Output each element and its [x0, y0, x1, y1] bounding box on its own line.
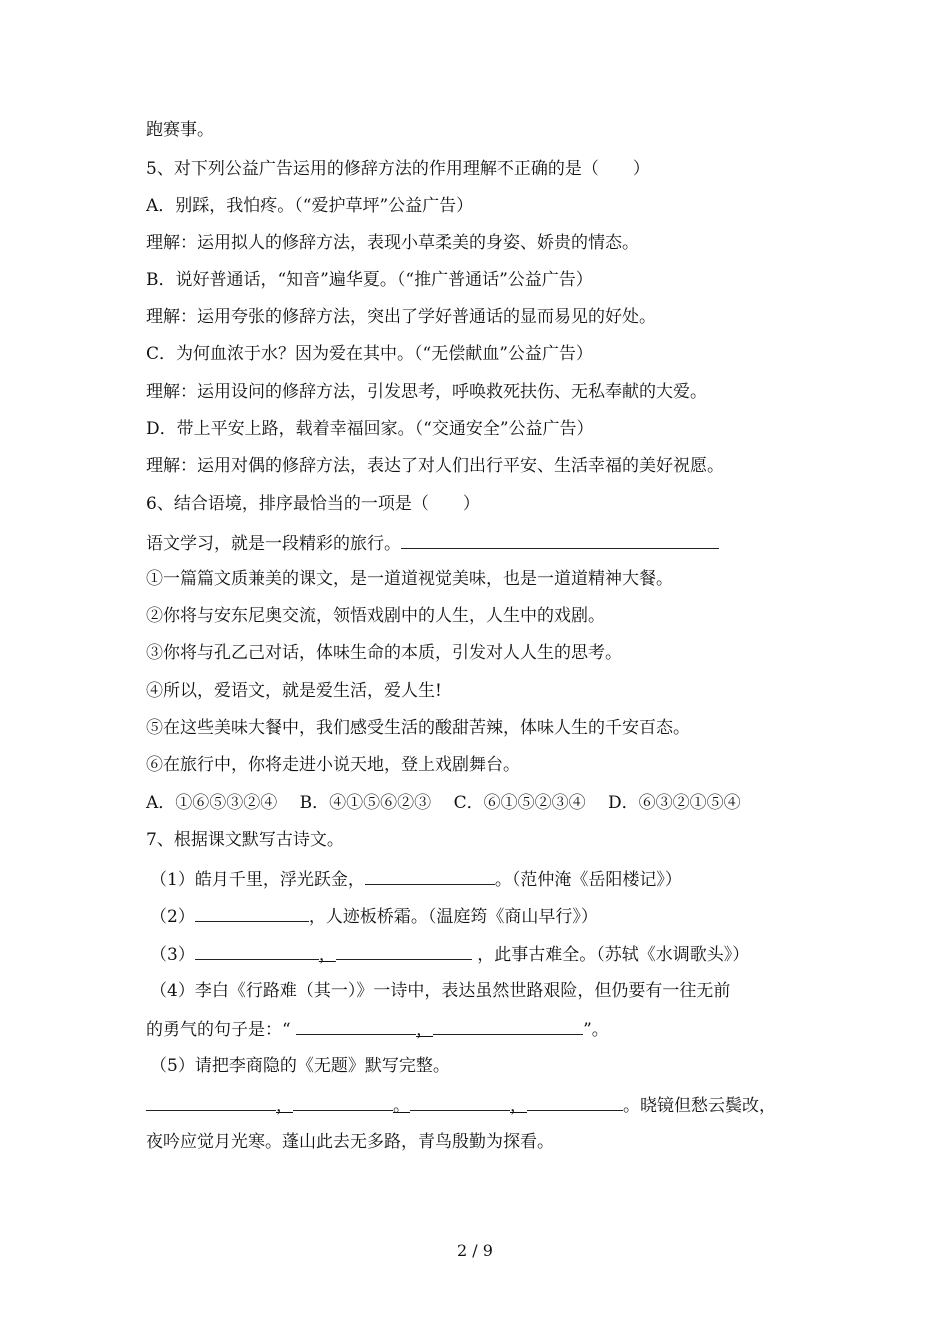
option-b: B．说好普通话，“知音”遍华夏。（“推广普通话”公益广告）: [146, 270, 593, 290]
q7-5-tail: 。晓镜但愁云鬓改，: [623, 1096, 776, 1116]
answer-blank[interactable]: [401, 530, 719, 549]
sentence-4: ④所以，爱语文，就是爱生活，爱人生!: [146, 681, 442, 701]
option-c: C．为何血浓于水？因为爱在其中。（“无偿献血”公益广告）: [146, 344, 593, 364]
question-6-stem: 6、结合语境，排序最恰当的一项是（ ）: [146, 494, 480, 514]
q7-2-prefix: （2）: [150, 907, 195, 927]
q7-2-suffix: ，人迹板桥霜。（温庭筠《商山早行》）: [308, 907, 598, 927]
option-d-explanation: 理解：运用对偶的修辞方法，表达了对人们出行平安、生活幸福的美好祝愿。: [146, 456, 724, 476]
question-7-3: [150, 941, 749, 967]
question-7-4-line-1: （4）李白《行路难（其一）》一诗中，表达虽然世路艰险，但仍要有一往无前: [150, 981, 731, 1001]
question-7-4-line-2: [146, 1016, 609, 1042]
comma: ，: [318, 945, 336, 965]
q7-4-suffix: ”。: [583, 1020, 609, 1040]
answer-blank[interactable]: [336, 941, 472, 960]
answer-blank[interactable]: [527, 1092, 623, 1111]
answer-blank[interactable]: [293, 1092, 393, 1111]
question-7-5-last: 夜吟应觉月光寒。蓬山此去无多路，青鸟殷勤为探看。: [146, 1132, 554, 1152]
sentence-3: ③你将与孔乙己对话，体味生命的本质，引发对人人生的思考。: [146, 643, 622, 663]
question-6-options: A．①⑥⑤③②④ B．④①⑤⑥②③ C．⑥①⑤②③④ D．⑥③②①⑤④: [146, 793, 741, 813]
answer-blank[interactable]: [296, 1016, 416, 1035]
sentence-1: ①一篇篇文质兼美的课文，是一道道视觉美味，也是一道道精神大餐。: [146, 569, 673, 589]
page-number: 2 / 9: [457, 1241, 493, 1260]
question-7-5-stem: （5）请把李商隐的《无题》默写完整。: [150, 1056, 450, 1076]
comma: ，: [276, 1096, 293, 1116]
answer-blank[interactable]: [433, 1016, 583, 1035]
question-7-5-blanks: [146, 1092, 776, 1118]
sentence-5: ⑤在这些美味大餐中，我们感受生活的酸甜苦辣，体味人生的千安百态。: [146, 718, 690, 738]
q7-1-prefix: （1）皓月千里，浮光跃金，: [150, 870, 365, 890]
comma: ，: [416, 1020, 434, 1040]
question-6-intro: 语文学习，就是一段精彩的旅行。: [146, 534, 401, 554]
q7-3-prefix: （3）: [150, 945, 195, 965]
q7-3-suffix: ，此事古难全。（苏轼《水调歌头》）: [471, 945, 750, 965]
option-a: A．别踩，我怕疼。（“爱护草坪”公益广告）: [146, 196, 474, 216]
option-c-explanation: 理解：运用设问的修辞方法，引发思考，呼唤救死扶伤、无私奉献的大爱。: [146, 382, 707, 402]
option-b-explanation: 理解：运用夸张的修辞方法，突出了学好普通话的显而易见的好处。: [146, 307, 656, 327]
q7-1-suffix: 。（范仲淹《岳阳楼记》）: [494, 870, 682, 890]
answer-blank[interactable]: [365, 866, 495, 885]
period: 。: [393, 1096, 410, 1116]
answer-blank[interactable]: [195, 903, 309, 922]
question-7-2: [150, 903, 598, 929]
question-7-1: [150, 866, 682, 892]
option-a-explanation: 理解：运用拟人的修辞方法，表现小草柔美的身姿、娇贵的情态。: [146, 233, 639, 253]
comma: ，: [510, 1096, 527, 1116]
question-7-stem: 7、根据课文默写古诗文。: [146, 830, 344, 850]
sentence-2: ②你将与安东尼奥交流，领悟戏剧中的人生，人生中的戏剧。: [146, 606, 605, 626]
q7-4-prefix: 的勇气的句子是：“: [146, 1020, 291, 1040]
answer-blank[interactable]: [195, 941, 319, 960]
answer-blank[interactable]: [146, 1092, 276, 1111]
sentence-6: ⑥在旅行中，你将走进小说天地，登上戏剧舞台。: [146, 755, 520, 775]
text-line: 跑赛事。: [146, 120, 214, 140]
question-6-intro-line: [146, 530, 719, 556]
option-d: D．带上平安上路，载着幸福回家。（“交通安全”公益广告）: [146, 419, 594, 439]
question-5-stem: 5、对下列公益广告运用的修辞方法的作用理解不正确的是（ ）: [146, 159, 650, 179]
answer-blank[interactable]: [410, 1092, 510, 1111]
